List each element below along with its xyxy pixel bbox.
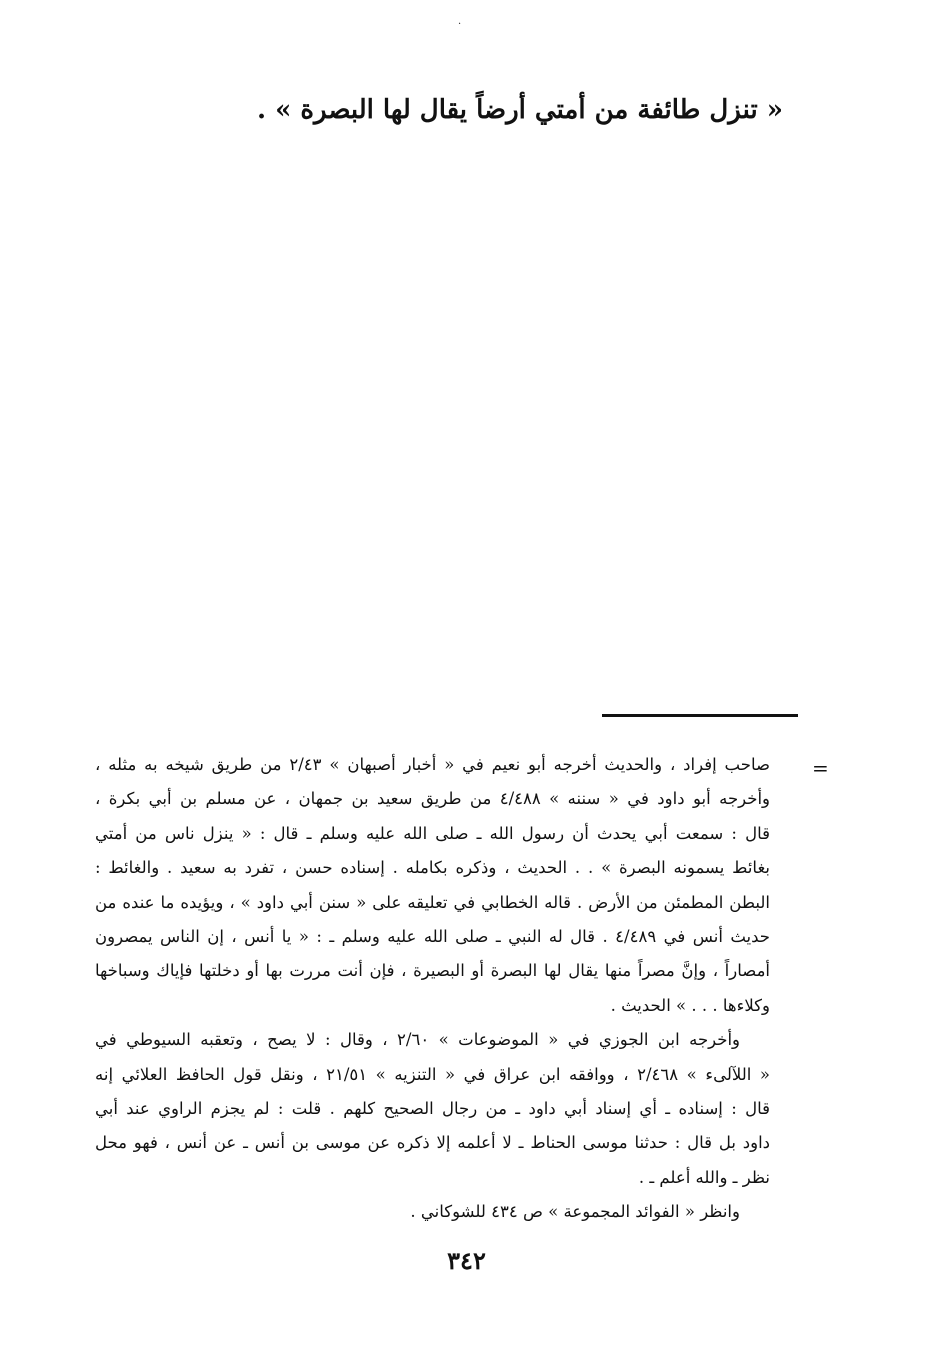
- footnote-line: بغائط يسمونه البصرة » . . الحديث ، وذكره بكامله . إسناده حسن ، تفرد به سعيد . والغائط :: [95, 858, 770, 878]
- footnote-line: وأخرجه ابن الجوزي في « الموضوعات » ٢/٦٠ ، وقال : لا يصح ، وتعقبه السيوطي في: [95, 1030, 740, 1050]
- footnote-line: « اللآلىء » ٢/٤٦٨ ، ووافقه ابن عراق في « التنزيه » ٢١/٥١ ، ونقل قول الحافظ العلائي إنه: [95, 1064, 770, 1084]
- footnote-line: وكلاءها . . . » الحديث .: [610, 995, 770, 1015]
- footnote-line: قال : إسناده ـ أي إسناد أبي داود ـ من رجال الصحيح كلهم . قلت : لم يجزم الراوي عند أبي: [95, 1098, 770, 1118]
- footnote-line: نظر ـ والله أعلم ـ .: [638, 1167, 770, 1187]
- hadith-text: « تنزل طائفة من أمتي أرضاً يقال لها البصرة » .: [256, 95, 783, 125]
- footnote-line: صاحب إفراد ، والحديث أخرجه أبو نعيم في « أخبار أصبهان » ٢/٤٣ من طريق شيخه به مثله ،: [95, 755, 770, 774]
- footnotes: [95, 748, 770, 1229]
- footnote-line: وأخرجه أبو داود في « سننه » ٤/٤٨٨ من طريق سعيد بن جمهان ، عن مسلم بن أبي بكرة ،: [95, 789, 770, 809]
- footnote-line: داود بل قال : حدثنا موسى الحناط ـ لا أعلمه إلا ذكره عن موسى بن أنس ـ عن أنس ، فهو محل: [95, 1133, 770, 1153]
- footnote-line: وانظر « الفوائد المجموعة » ص ٤٣٤ للشوكاني .: [410, 1202, 740, 1222]
- footnote-line: أمصاراً ، وإنَّ مصراً منها يقال لها البصرة أو البصيرة ، فإن أنت مررت بها أو دخلتها فإياك وسباخها: [95, 961, 770, 981]
- footnote-line: البطن المطمئن من الأرض . قاله الخطابي في تعليقه على « سنن أبي داود » ، ويؤيده ما عنده من: [95, 892, 770, 912]
- footnote-line: قال : سمعت أبي يحدث أن رسول الله ـ صلى الله عليه وسلم ـ قال : « ينزل ناس من أمتي: [95, 823, 770, 843]
- footnote-continuation-mark: =: [812, 756, 829, 780]
- page-number: ٣٤٢: [447, 1246, 486, 1275]
- footnote-separator: [602, 714, 798, 717]
- footnote-line: حديث أنس في ٤/٤٨٩ . قال له النبي ـ صلى الله عليه وسلم ـ : « يا أنس ، إن الناس يمصرون: [95, 926, 770, 946]
- scan-speck: ·: [458, 19, 462, 30]
